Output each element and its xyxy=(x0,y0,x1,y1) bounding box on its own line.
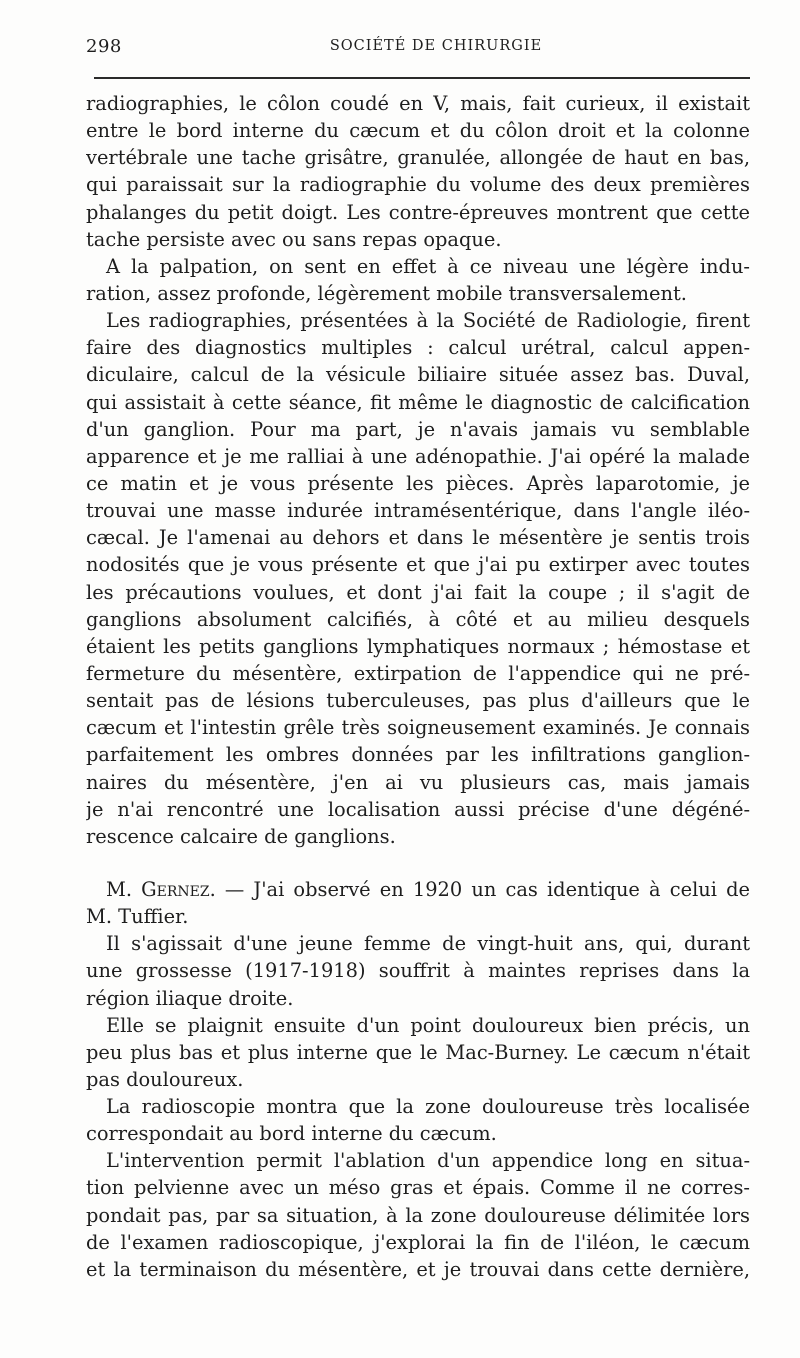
text-line: parfaitement les ombres données par les infiltrations ganglion- xyxy=(86,743,750,767)
text-line: trouvai une masse indurée intramésentérique, dans l'angle iléo- xyxy=(86,499,750,523)
paragraph xyxy=(86,1093,750,1147)
text-line: L'intervention permit l'ablation d'un appendice long en situa- xyxy=(106,1149,750,1173)
text-line: Les radiographies, présentées à la Société de Radiologie, firent xyxy=(106,309,750,333)
text-line: cæcum et l'intestin grêle très soigneusement examinés. Je connais xyxy=(86,716,750,740)
paragraph xyxy=(86,90,750,253)
text-line: fermeture du mésentère, extirpation de l'appendice qui ne pré- xyxy=(86,661,750,685)
text-line: entre le bord interne du cæcum et du côlon droit et la colonne xyxy=(86,119,750,143)
header-rule xyxy=(94,77,750,79)
text-line: nodosités que je vous présente et que j'ai pu extirper avec toutes xyxy=(86,553,750,577)
paragraph-gap xyxy=(86,850,750,876)
page-number: 298 xyxy=(86,36,122,57)
text-line: diculaire, calcul de la vésicule biliaire située assez bas. Duval, xyxy=(86,363,750,387)
text-line: et la terminaison du mésentère, et je trouvai dans cette dernière, xyxy=(86,1257,750,1281)
text-line: rescence calcaire de ganglions. xyxy=(86,824,396,848)
page-header xyxy=(86,36,750,60)
text-line: tache persiste avec ou sans repas opaque. xyxy=(86,227,502,251)
text-line: tion pelvienne avec un méso gras et épais. Comme il ne corres- xyxy=(86,1176,750,1200)
paragraph xyxy=(86,1012,750,1093)
text-line: étaient les petits ganglions lymphatiques normaux ; hémostase et xyxy=(86,634,750,658)
paragraph xyxy=(86,253,750,307)
text-line: ganglions absolument calcifiés, à côté et au milieu desquels xyxy=(86,607,750,631)
paragraph xyxy=(86,876,750,930)
running-title: SOCIÉTÉ DE CHIRURGIE xyxy=(329,38,543,54)
text-line: d'un ganglion. Pour ma part, je n'avais jamais vu semblable xyxy=(86,417,750,441)
text-line: je n'ai rencontré une localisation aussi précise d'une dégéné- xyxy=(86,797,750,821)
text-line: phalanges du petit doigt. Les contre-épreuves montrent que cette xyxy=(86,200,750,224)
body-text xyxy=(86,90,750,1283)
text-line: pas douloureux. xyxy=(86,1067,244,1091)
paragraph xyxy=(86,930,750,1011)
text-line: Elle se plaignit ensuite d'un point douloureux bien précis, un xyxy=(106,1013,750,1037)
text-line: radiographies, le côlon coudé en V, mais, fait curieux, il existait xyxy=(86,92,750,115)
text-line: Il s'agissait d'une jeune femme de vingt-huit ans, qui, durant xyxy=(106,932,750,956)
text-line: correspondait au bord interne du cæcum. xyxy=(86,1122,497,1146)
text-line: A la palpation, on sent en effet à ce niveau une légère indu- xyxy=(106,254,750,278)
text-line: qui assistait à cette séance, fit même le diagnostic de calcification xyxy=(86,390,750,414)
paragraph xyxy=(86,307,750,850)
speaker-name: M. Gernez. xyxy=(106,877,216,901)
text-line: La radioscopie montra que la zone douloureuse très localisée xyxy=(106,1095,750,1119)
text-line: de l'examen radioscopique, j'explorai la fin de l'iléon, le cæcum xyxy=(86,1230,750,1254)
text-line: peu plus bas et plus interne que le Mac-Burney. Le cæcum n'était xyxy=(86,1040,750,1064)
text-line: région iliaque droite. xyxy=(86,986,294,1010)
text-line xyxy=(86,876,750,903)
paragraph xyxy=(86,1147,750,1283)
text-line: M. Tuffier. xyxy=(86,905,189,929)
text-line: apparence et je me ralliai à une adénopathie. J'ai opéré la malade xyxy=(86,444,750,468)
text-line: une grossesse (1917-1918) souffrit à maintes reprises dans la xyxy=(86,959,750,983)
text-line: sentait pas de lésions tuberculeuses, pas plus d'ailleurs que le xyxy=(86,689,750,713)
text-line: ration, assez profonde, légèrement mobile transversalement. xyxy=(86,281,687,305)
text-line: naires du mésentère, j'en ai vu plusieurs cas, mais jamais xyxy=(86,770,750,794)
text-line: cæcal. Je l'amenai au dehors et dans le mésentère je sentis trois xyxy=(86,526,750,550)
line-text: — J'ai observé en 1920 un cas identique à celui de xyxy=(215,877,750,901)
text-line: les précautions voulues, et dont j'ai fait la coupe ; il s'agit de xyxy=(86,580,750,604)
text-line: ce matin et je vous présente les pièces. Après laparotomie, je xyxy=(86,471,750,495)
text-line: vertébrale une tache grisâtre, granulée, allongée de haut en bas, xyxy=(86,146,750,170)
text-line: faire des diagnostics multiples : calcul urétral, calcul appen- xyxy=(86,336,750,360)
text-line: pondait pas, par sa situation, à la zone douloureuse délimitée lors xyxy=(86,1203,750,1227)
text-line: qui paraissait sur la radiographie du volume des deux premières xyxy=(86,173,750,197)
